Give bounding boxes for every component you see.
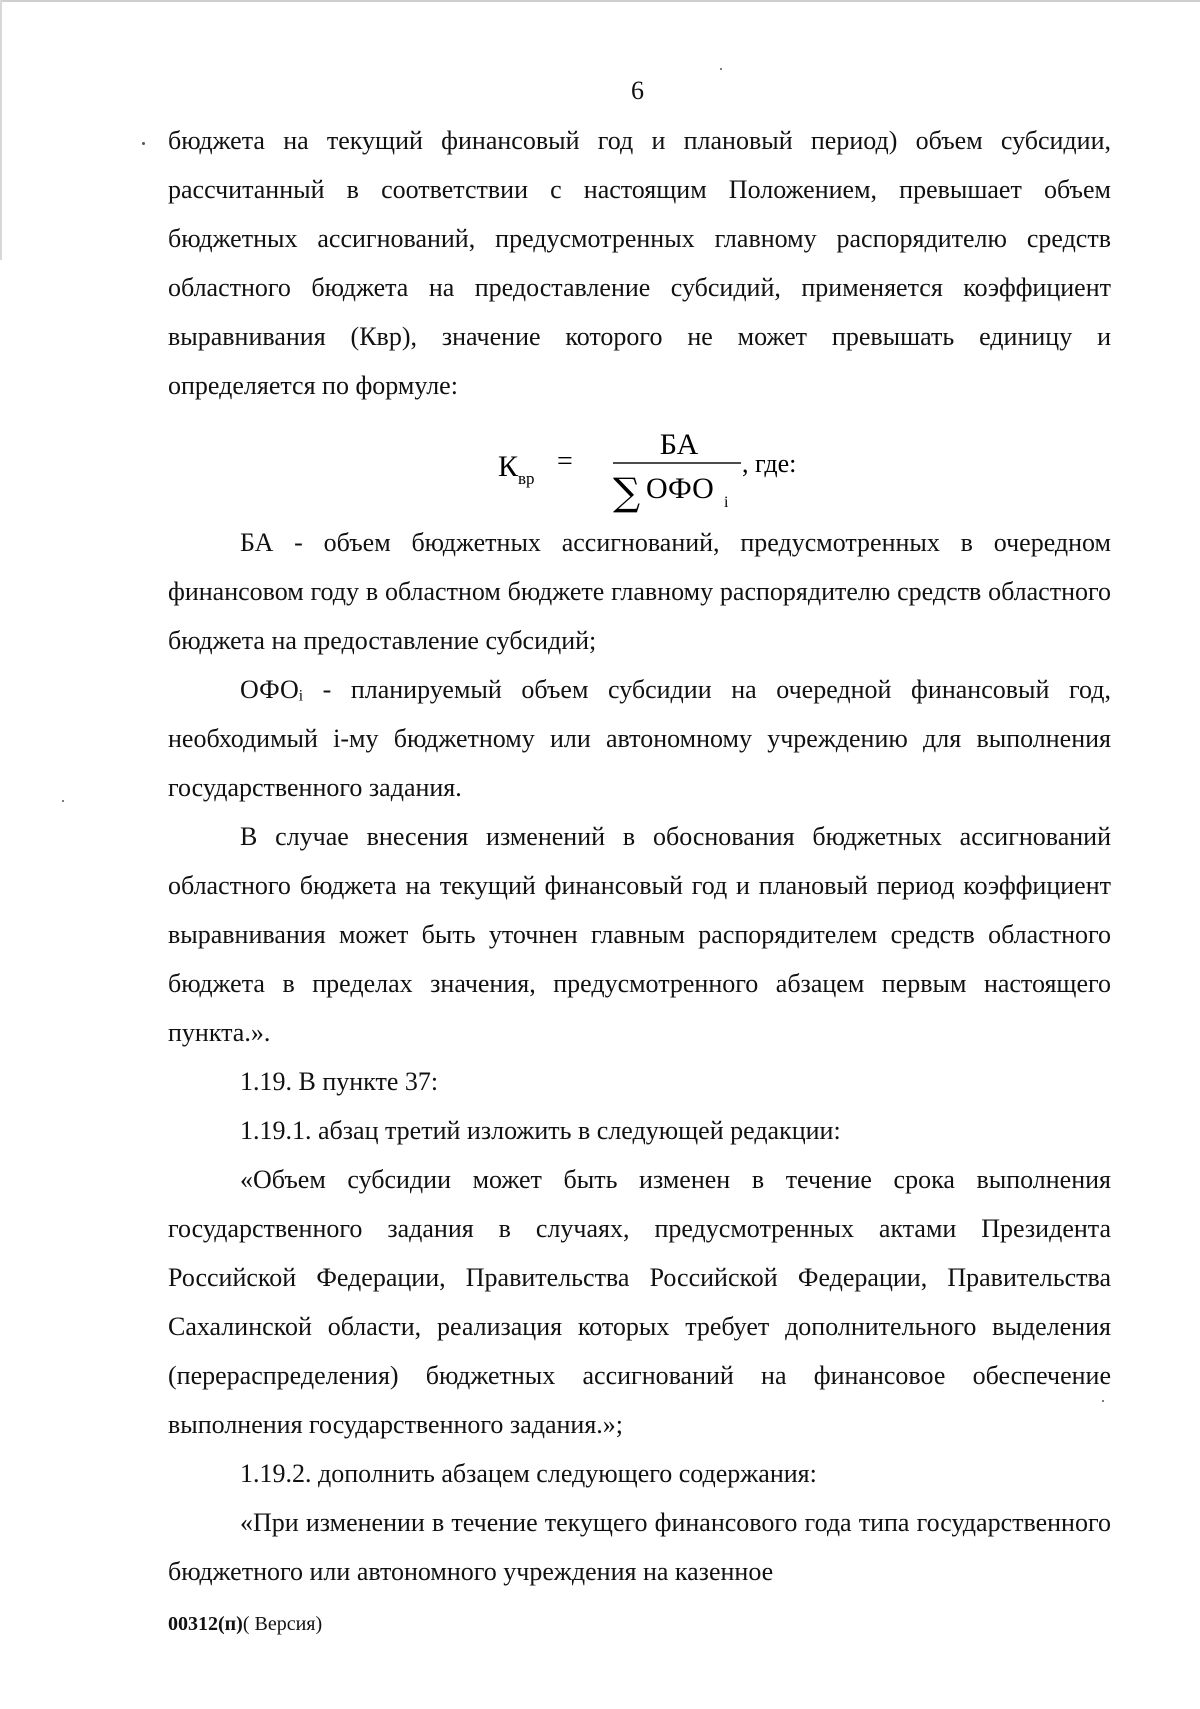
paragraph-type-change: «При изменении в течение текущего финансового года типа государственного бюджетного или автономного учреждения на казенное — [168, 1508, 1111, 1586]
footer-version: ( Версия) — [242, 1613, 323, 1635]
sigma-symbol: ∑ — [613, 470, 641, 514]
formula-svg — [498, 410, 858, 518]
paragraph-ba-definition: БА - объем бюджетных ассигнований, предусмотренных в очередном финансовом году в областном бюджете главному распорядителю средств областного бюджета на предоставление субсидий; — [168, 528, 1111, 655]
scan-speck — [62, 800, 64, 802]
page-edge — [0, 0, 1200, 2]
scan-speck — [142, 142, 145, 145]
formula-equals: = — [557, 446, 573, 477]
formula-lhs-subscript: вр — [518, 469, 535, 488]
document-body — [168, 116, 1111, 1596]
page-edge-left — [0, 0, 2, 260]
formula-denominator: ОФО — [646, 472, 714, 505]
document-footer — [168, 1613, 322, 1636]
paragraph-item-1-19-2: 1.19.2. дополнить абзацем следующего содержания: — [240, 1459, 817, 1488]
scan-speck — [1102, 1400, 1104, 1402]
footer-code: 00312(п) — [168, 1613, 243, 1635]
paragraph-amendment-case: В случае внесения изменений в обоснования бюджетных ассигнований областного бюджета на текущий финансовый год и плановый период коэффициент выравнивания может быть уточнен главным распорядителем средств областного бюджета в пределах значения, предусмотренного абзацем первым настоящего пункта.». — [168, 822, 1111, 1047]
paragraph-continuation: бюджета на текущий финансовый год и плановый период) объем субсидии, рассчитанный в соответствии с настоящим Положением, превышает объем бюджетных ассигнований, предусмотренных главному распорядителю средств областного бюджета на предоставление субсидий, применяется коэффициент выравнивания (Квр), значение которого не может превышать единицу и определяется по формуле: — [168, 126, 1111, 400]
page-number: 6 — [631, 76, 644, 105]
formula-kvr — [168, 410, 1111, 518]
formula-denominator-subscript: i — [724, 494, 729, 511]
scan-speck — [720, 68, 722, 70]
formula-suffix: , где: — [742, 449, 797, 478]
paragraph-item-1-19-1: 1.19.1. абзац третий изложить в следующей редакции: — [240, 1116, 841, 1145]
paragraph-subsidy-change: «Объем субсидии может быть изменен в течение срока выполнения государственного задания в случаях, предусмотренных актами Президента Российской Федерации, Правительства Российской Федерации, Правительства Сахалинской области, реализация которых требует дополнительного выделения (перераспределения) бюджетных ассигнований на финансовое обеспечение выполнения государственного задания.»; — [168, 1165, 1111, 1439]
paragraph-ofo-definition: ОФОᵢ - планируемый объем субсидии на очередной финансовый год, необходимый i-му бюджетному или автономному учреждению для выполнения государственного задания. — [168, 675, 1111, 802]
paragraph-item-1-19: 1.19. В пункте 37: — [240, 1067, 439, 1096]
formula-lhs: К — [498, 450, 519, 483]
formula-numerator: БА — [659, 428, 699, 461]
